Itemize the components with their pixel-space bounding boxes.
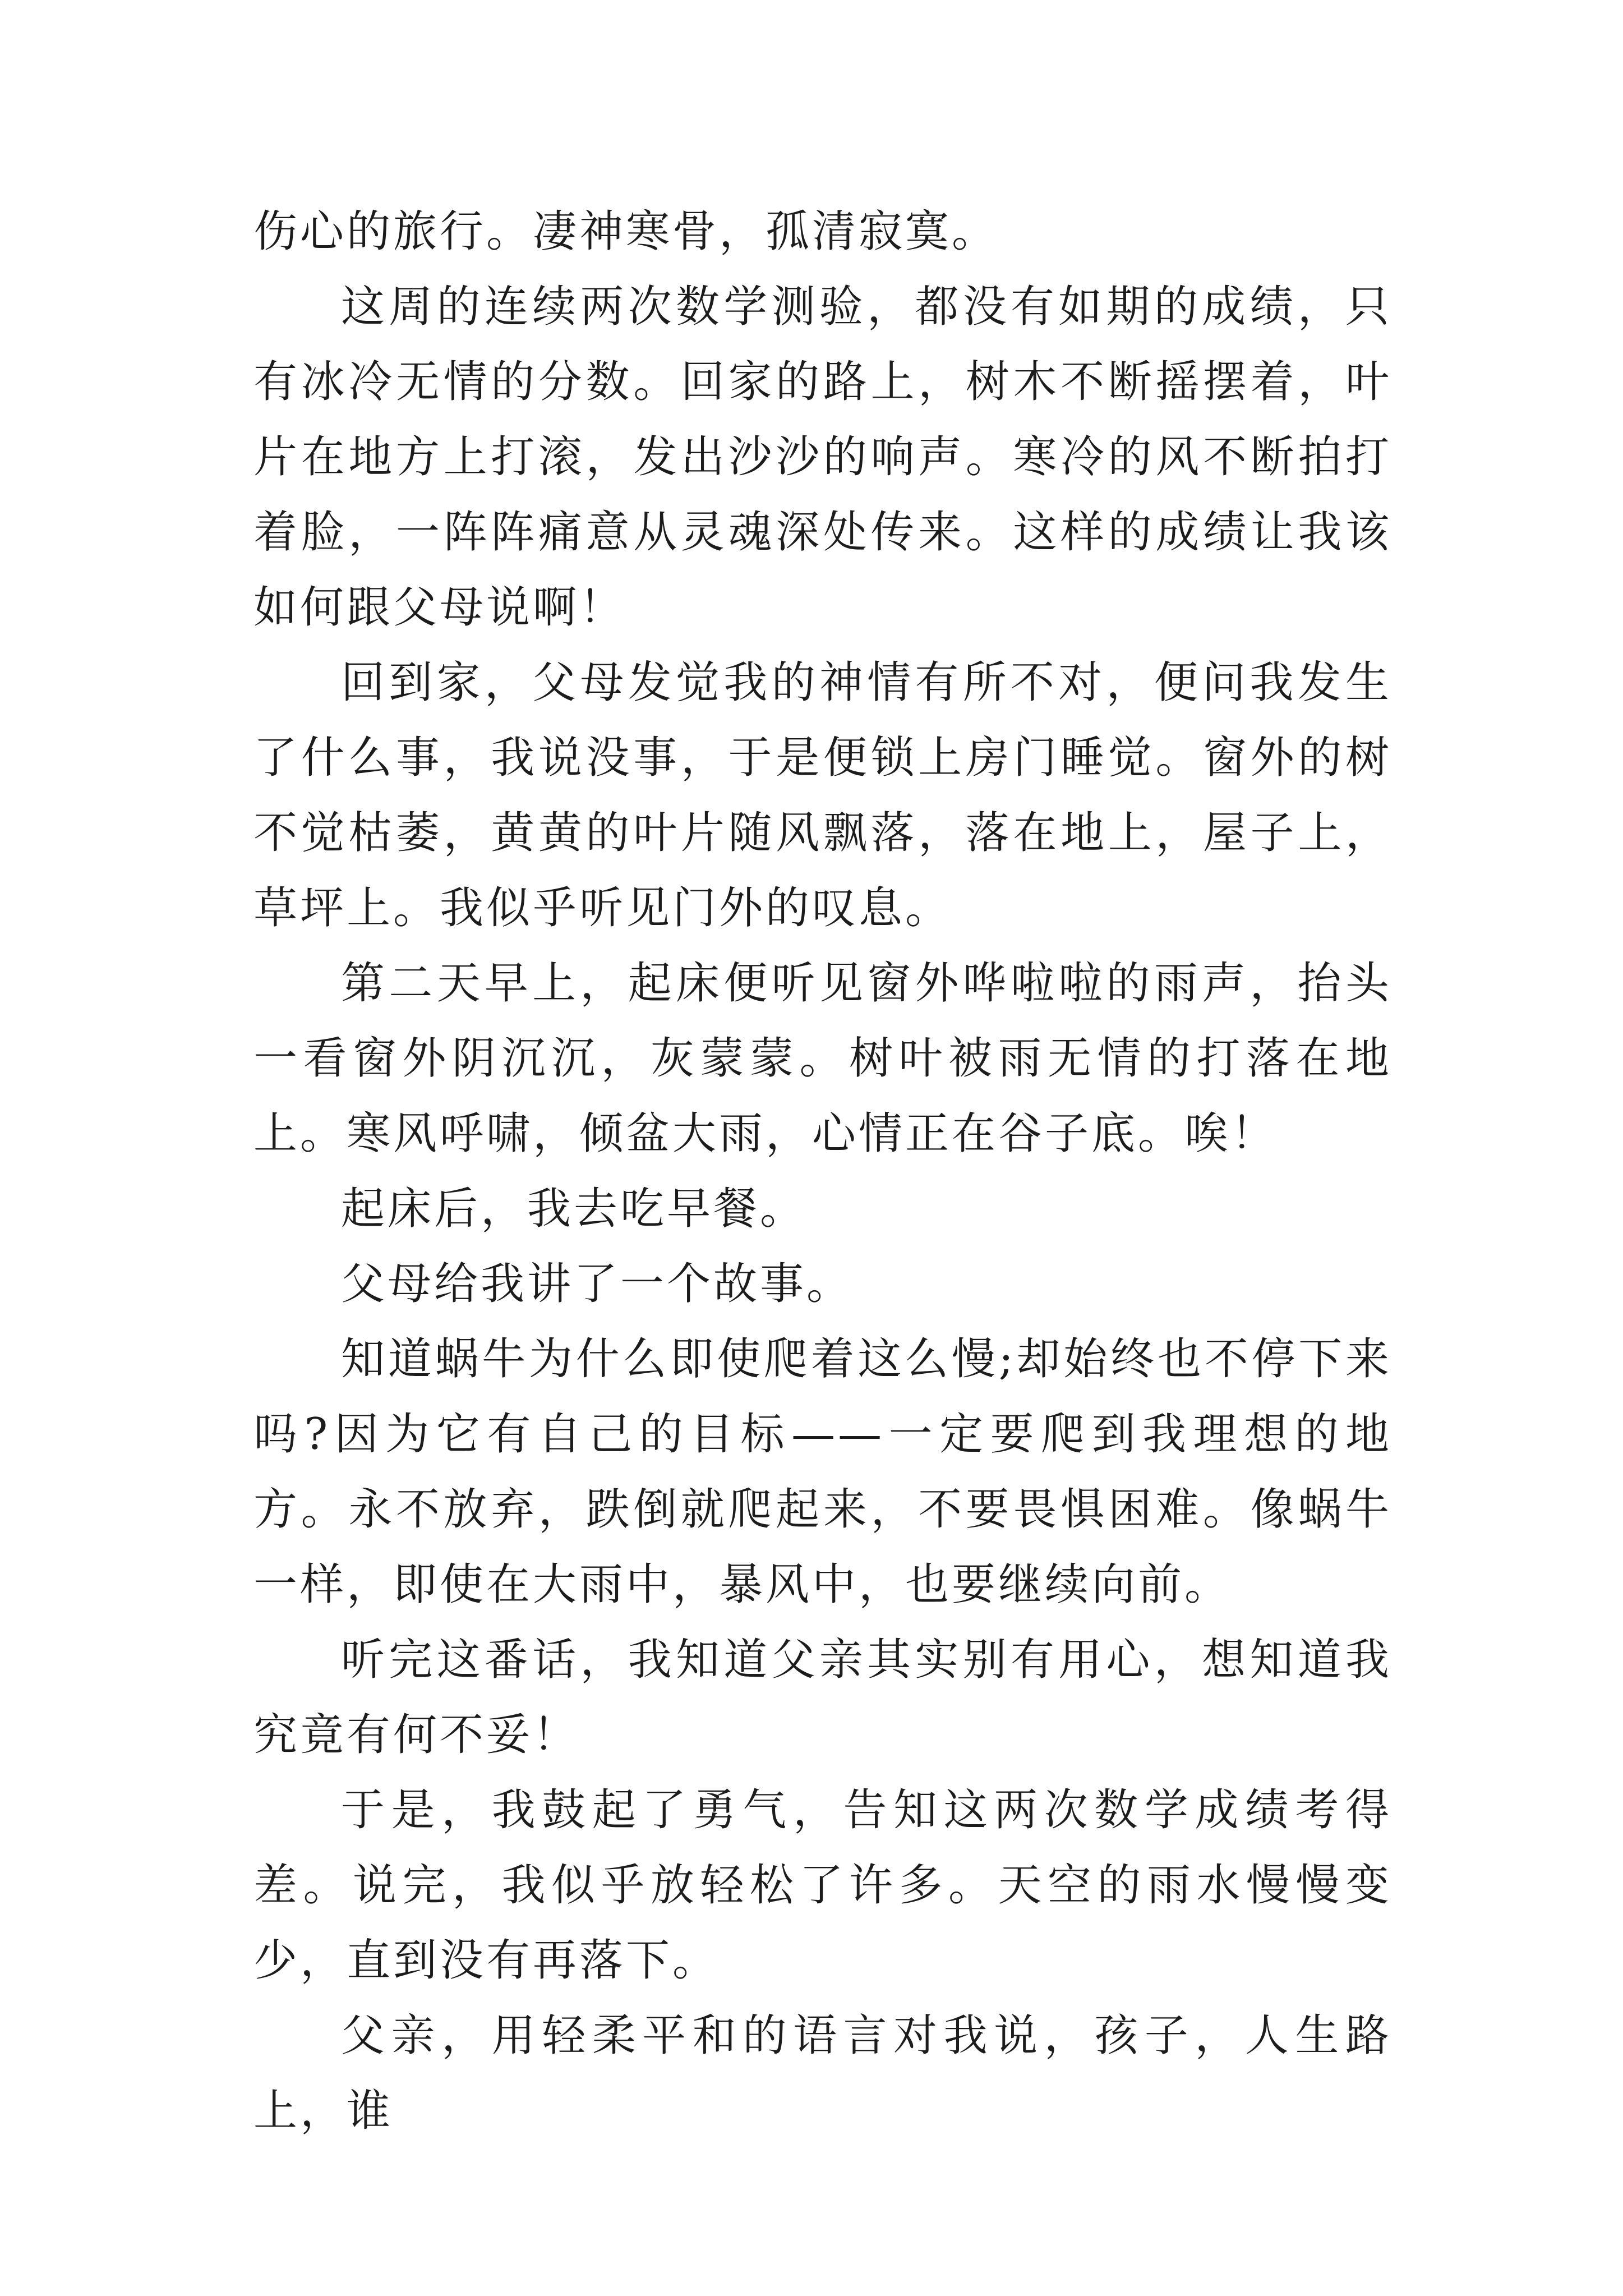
- paragraph: 伤心的旅行。凄神寒骨，孤清寂寞。: [253, 206, 999, 257]
- paragraph: 父母给我讲了一个故事。: [341, 1259, 854, 1309]
- paragraph: 回到家，父母发觉我的神情有所不对，便问我发生了什么事，我说没事，于是便锁上房门睡觉。窗外的树不觉枯萎，黄黄的叶片随风飘落，落在地上，屋子上，草坪上。我似乎听见门外的叹息。: [253, 657, 1392, 933]
- paragraph: 听完这番话，我知道父亲其实别有用心，想知道我究竟有何不妥！: [253, 1635, 1392, 1760]
- document-body: [253, 194, 1392, 2148]
- paragraph: 起床后，我去吃早餐。: [341, 1184, 807, 1234]
- paragraph: 于是，我鼓起了勇气，告知这两次数学成绩考得差。说完，我似乎放轻松了许多。天空的雨水慢慢变少，直到没有再落下。: [253, 1785, 1392, 1986]
- paragraph: 第二天早上，起床便听见窗外哗啦啦的雨声，抬头一看窗外阴沉沉，灰蒙蒙。树叶被雨无情的打落在地上。寒风呼啸，倾盆大雨，心情正在谷子底。唉！: [253, 958, 1392, 1159]
- paragraph: 这周的连续两次数学测验，都没有如期的成绩，只有冰冷无情的分数。回家的路上，树木不断摇摆着，叶片在地方上打滚，发出沙沙的响声。寒冷的风不断拍打着脸，一阵阵痛意从灵魂深处传来。这样的成绩让我该如何跟父母说啊！: [253, 282, 1392, 633]
- paragraph: 知道蜗牛为什么即使爬着这么慢;却始终也不停下来吗?因为它有自己的目标——一定要爬到我理想的地方。永不放弃，跌倒就爬起来，不要畏惧困难。像蜗牛一样，即使在大雨中，暴风中，也要继续向前。: [253, 1334, 1392, 1610]
- paragraph: 父亲，用轻柔平和的语言对我说，孩子，人生路上，谁: [253, 2010, 1392, 2136]
